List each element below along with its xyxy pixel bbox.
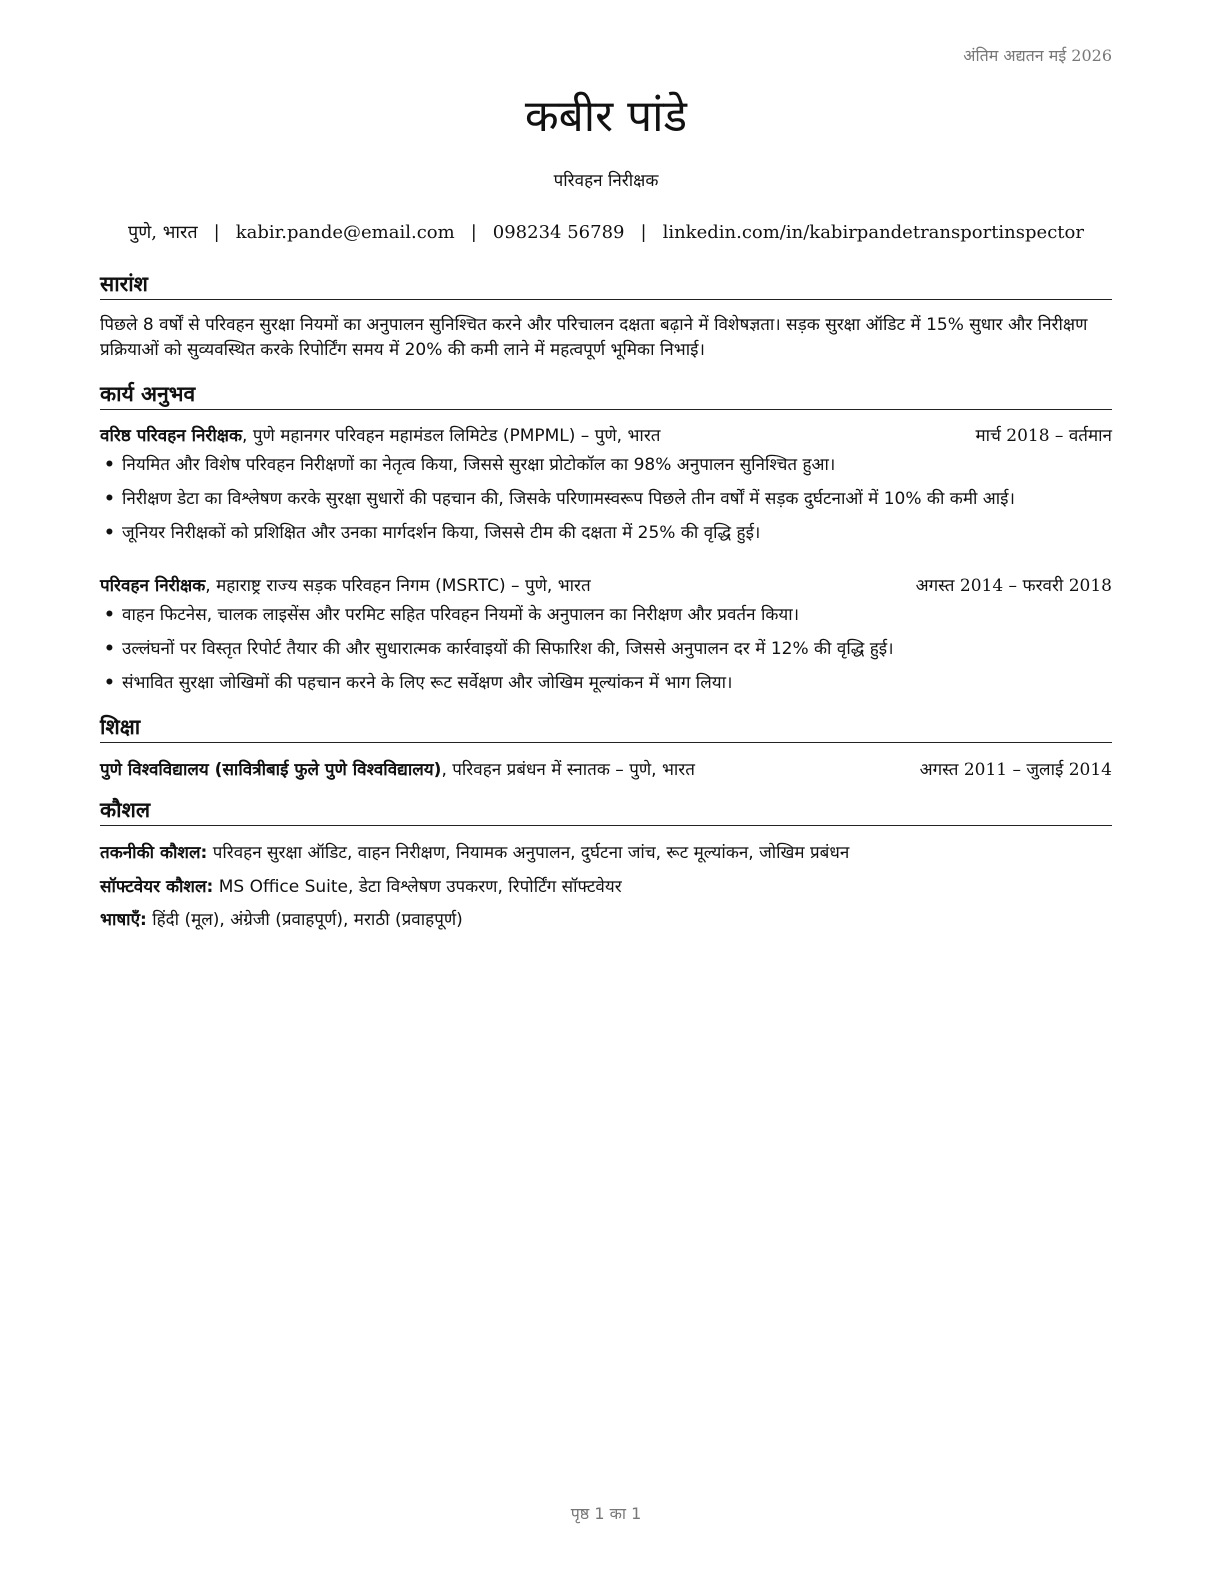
section-title-summary: सारांश: [100, 270, 1112, 300]
job-header: [100, 423, 1112, 446]
contact-separator: |: [470, 222, 477, 243]
list-item: • नियमित और विशेष परिवहन निरीक्षणों का नेतृत्व किया, जिससे सुरक्षा प्रोटोकॉल का 98% अनुपालन सुनिश्चित हुआ।: [100, 453, 1112, 487]
section-title-experience: कार्य अनुभव: [100, 380, 1112, 410]
education-line: [100, 757, 695, 780]
job-position: परिवहन निरीक्षक: [100, 576, 206, 596]
job-bullets: [100, 453, 1112, 555]
contact-linkedin[interactable]: linkedin.com/in/kabirpandetransportinspector: [662, 222, 1084, 243]
candidate-role: परिवहन निरीक्षक: [553, 171, 659, 191]
education-institution: पुणे विश्वविद्यालय (सावित्रीबाई फुले पुणे विश्वविद्यालय): [100, 760, 442, 780]
job-bullets: [100, 603, 1112, 705]
education-entry: [100, 757, 1112, 780]
job-dates: अगस्त 2014 – फरवरी 2018: [915, 576, 1112, 596]
contact-separator: |: [213, 222, 220, 243]
page-number: पृष्ठ 1 का 1: [570, 1504, 642, 1523]
job-header: [100, 573, 1112, 596]
contact-line: [100, 220, 1112, 244]
skill-label: तकनीकी कौशल:: [100, 843, 208, 863]
skill-row: [100, 840, 1112, 863]
job-title-line: [100, 573, 591, 596]
skill-row: [100, 874, 1112, 897]
skill-label: भाषाएँ:: [100, 910, 147, 930]
section-title-education: शिक्षा: [100, 713, 1112, 743]
resume-page: [100, 0, 1112, 1584]
contact-separator: |: [640, 222, 647, 243]
job-dates: मार्च 2018 – वर्तमान: [975, 426, 1112, 446]
last-updated: अंतिम अद्यतन मई 2026: [963, 46, 1112, 65]
skill-value: परिवहन सुरक्षा ऑडिट, वाहन निरीक्षण, नियामक अनुपालन, दुर्घटना जांच, रूट मूल्यांकन, जोखिम प्रबंधन: [207, 843, 850, 863]
education-dates: अगस्त 2011 – जुलाई 2014: [919, 760, 1112, 780]
summary-text: पिछले 8 वर्षों से परिवहन सुरक्षा नियमों का अनुपालन सुनिश्चित करने और परिचालन दक्षता बढ़ाने में विशेषज्ञता। सड़क सुरक्षा ऑडिट में 15% सुधार और निरीक्षण प्रक्रियाओं को सुव्यवस्थित करके रिपोर्टिंग समय में 20% की कमी लाने में महत्वपूर्ण भूमिका निभाई।: [100, 315, 1088, 360]
list-item: • संभावित सुरक्षा जोखिमों की पहचान करने के लिए रूट सर्वेक्षण और जोखिम मूल्यांकन में भाग लिया।: [100, 671, 1112, 705]
job-position: वरिष्ठ परिवहन निरीक्षक: [100, 426, 243, 446]
education-degree: , परिवहन प्रबंधन में स्नातक – पुणे, भारत: [441, 760, 695, 780]
contact-email[interactable]: kabir.pande@email.com: [235, 222, 455, 243]
list-item: • निरीक्षण डेटा का विश्लेषण करके सुरक्षा सुधारों की पहचान की, जिसके परिणामस्वरूप पिछले तीन वर्षों में सड़क दुर्घटनाओं में 10% की कमी आई।: [100, 487, 1112, 521]
list-item: • उल्लंघनों पर विस्तृत रिपोर्ट तैयार की और सुधारात्मक कार्रवाइयों की सिफारिश की, जिससे अनुपालन दर में 12% की वृद्धि हुई।: [100, 637, 1112, 671]
contact-location: पुणे, भारत: [128, 222, 198, 243]
skill-value: हिंदी (मूल), अंग्रेजी (प्रवाहपूर्ण), मराठी (प्रवाहपूर्ण): [146, 910, 463, 930]
candidate-name: कबीर पांडे: [524, 91, 688, 142]
skill-label: सॉफ्टवेयर कौशल:: [100, 877, 214, 897]
job-org: , महाराष्ट्र राज्य सड़क परिवहन निगम (MSRTC) – पुणे, भारत: [205, 576, 591, 596]
job-org: , पुणे महानगर परिवहन महामंडल लिमिटेड (PMPML) – पुणे, भारत: [242, 426, 661, 446]
job-title-line: [100, 423, 660, 446]
skill-row: [100, 907, 1112, 930]
list-item: • जूनियर निरीक्षकों को प्रशिक्षित और उनका मार्गदर्शन किया, जिससे टीम की दक्षता में 25% की वृद्धि हुई।: [100, 521, 1112, 555]
list-item: • वाहन फिटनेस, चालक लाइसेंस और परमिट सहित परिवहन नियमों के अनुपालन का निरीक्षण और प्रवर्तन किया।: [100, 603, 1112, 637]
skill-value: MS Office Suite, डेटा विश्लेषण उपकरण, रिपोर्टिंग सॉफ्टवेयर: [213, 877, 622, 897]
section-title-skills: कौशल: [100, 796, 1112, 826]
contact-phone: 098234 56789: [492, 222, 625, 243]
